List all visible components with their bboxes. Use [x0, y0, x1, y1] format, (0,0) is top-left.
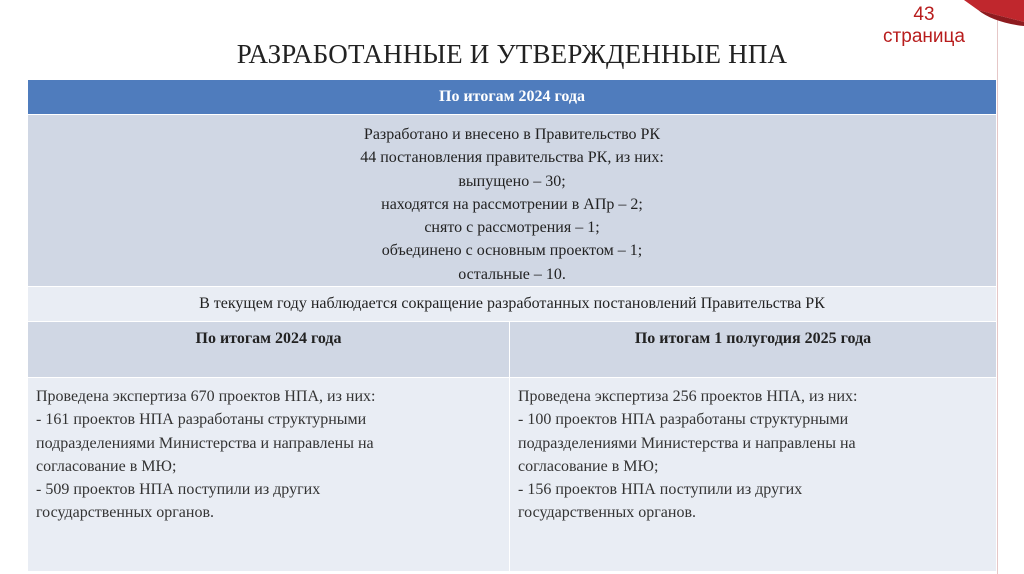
npa-table	[28, 80, 996, 572]
summary-line: объединено с основным проектом – 1;	[381, 242, 643, 260]
details-line: государственных органов.	[518, 504, 696, 522]
summary-cell	[28, 115, 996, 286]
details-line: - 156 проектов НПА поступили из других	[518, 481, 803, 499]
column-heading-row	[28, 322, 996, 378]
details-line: согласование в МЮ;	[36, 457, 177, 475]
details-line: - 100 проектов НПА разработаны структурными	[518, 411, 849, 429]
note-row	[28, 287, 996, 322]
page-number-label: страница	[883, 26, 965, 47]
details-line: - 161 проектов НПА разработаны структурными	[36, 411, 367, 429]
column-heading-2024: По итогам 2024 года	[28, 322, 510, 377]
details-line: Проведена экспертиза 256 проектов НПА, из них:	[518, 388, 858, 405]
details-row	[28, 378, 996, 572]
summary-line: Разработано и внесено в Правительство РК	[363, 126, 661, 143]
details-line: согласование в МЮ;	[518, 457, 659, 475]
table-header-row	[28, 80, 996, 115]
summary-line: выпущено – 30;	[458, 172, 566, 190]
summary-line: 44 постановления правительства РК, из них:	[360, 149, 664, 167]
note-cell: В текущем году наблюдается сокращение разработанных постановлений Правительства РК	[28, 287, 996, 321]
details-line: подразделениями Министерства и направлены на	[36, 434, 374, 452]
details-cell-2025	[510, 378, 996, 571]
page-title: РАЗРАБОТАННЫЕ И УТВЕРЖДЕННЫЕ НПА	[236, 39, 788, 69]
right-border-line	[997, 0, 998, 574]
details-line: Проведена экспертиза 670 проектов НПА, из них:	[36, 388, 376, 405]
summary-row	[28, 115, 996, 287]
details-cell-2024	[28, 378, 510, 571]
summary-line: остальные – 10.	[458, 265, 566, 283]
summary-line: снято с рассмотрения – 1;	[424, 219, 600, 237]
summary-line: находятся на рассмотрении в АПр – 2;	[381, 195, 643, 213]
column-heading-2025: По итогам 1 полугодия 2025 года	[510, 322, 996, 377]
details-line: - 509 проектов НПА поступили из других	[36, 481, 321, 499]
details-line: государственных органов.	[36, 504, 214, 522]
details-line: подразделениями Министерства и направлены на	[518, 434, 856, 452]
table-header: По итогам 2024 года	[28, 80, 996, 114]
page-number-value: 43	[913, 4, 935, 25]
